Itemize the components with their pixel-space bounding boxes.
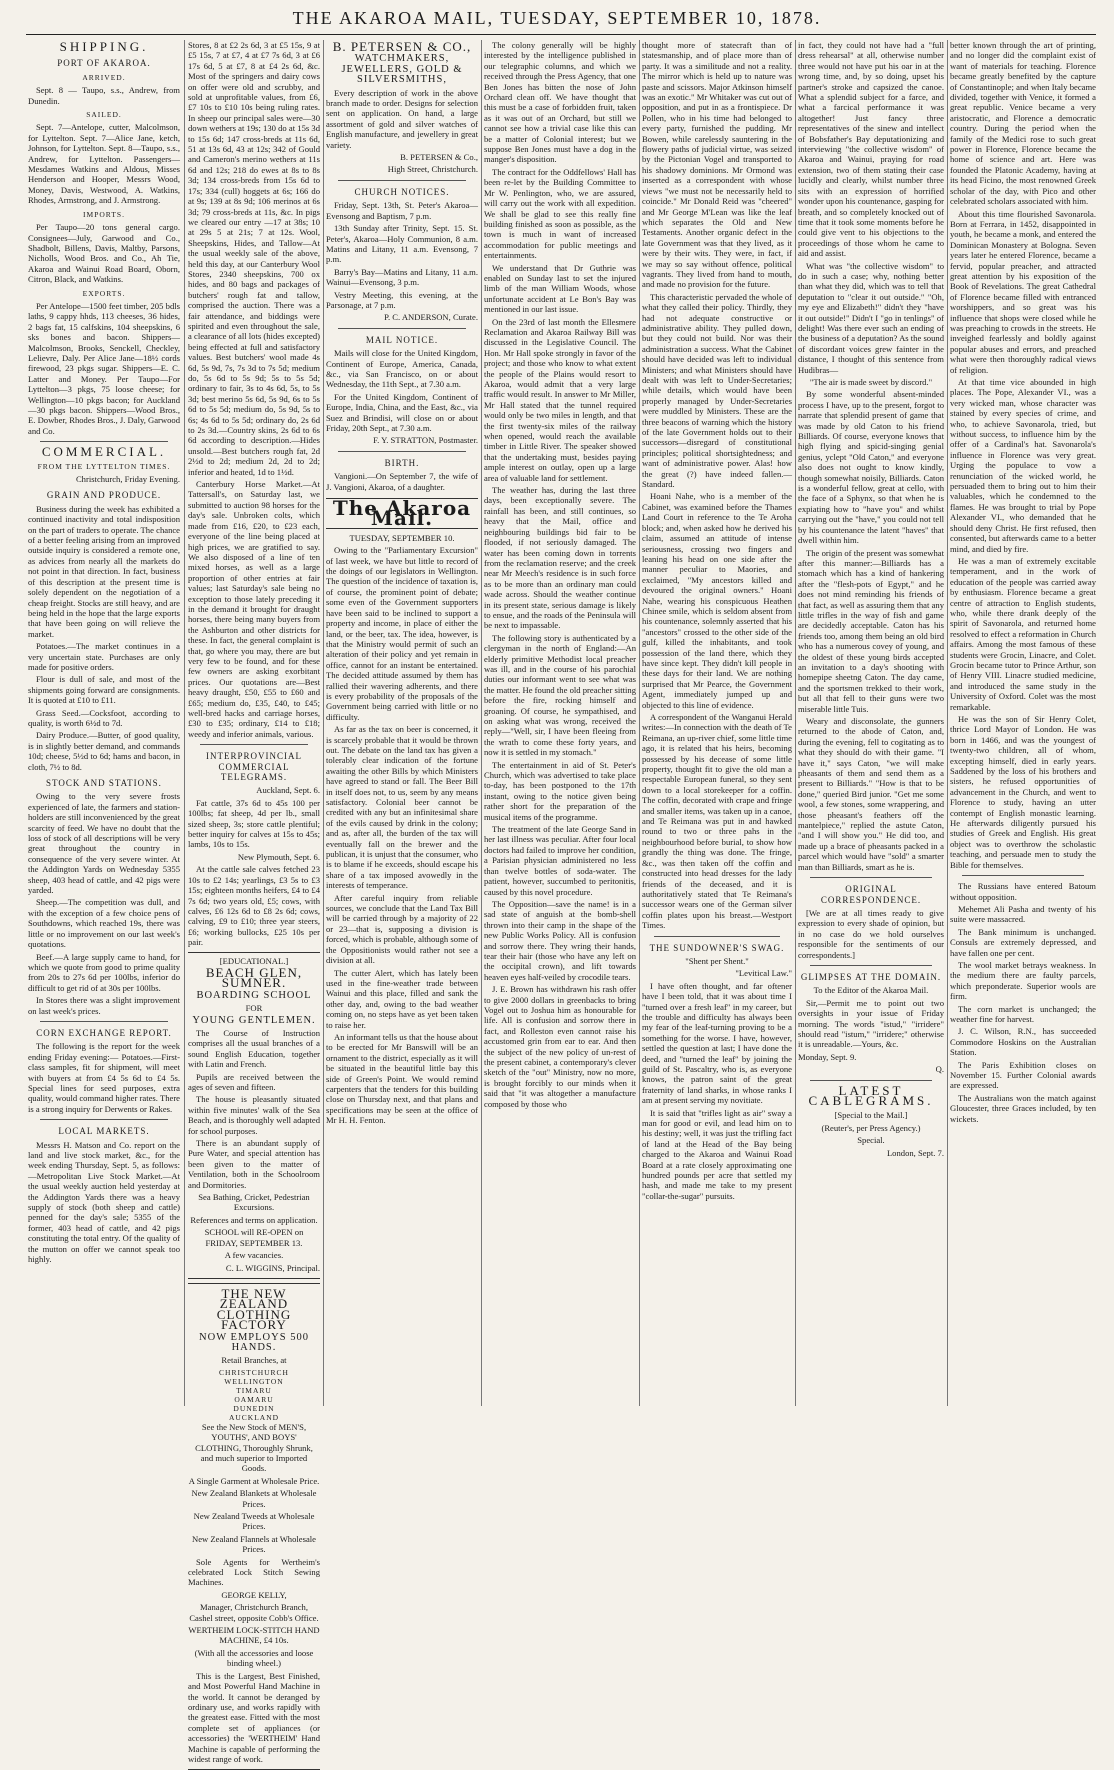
cable-item: The Australians won the match against Gloucester, three Graces included, by ten wickets. [950,1092,1096,1124]
correspondence-note: [We are at all times ready to give expression to every shade of opinion, but in no case do we hold ourselves responsible for the sentiments of our correspondents.] [798,907,944,960]
divider [200,744,308,745]
jeweller-trade: WATCHMAKERS, JEWELLERS, GOLD & SILVERSMITHS, [341,53,463,86]
auckland-text: Fat cattle, 37s 6d to 45s 100 per 100lbs; fat sheep, 4d per lb., small sized sheep, 3s; store cattle plentiful; better inquiry for calves at 15s to 45s; lambs, 10s to 15s. [188,797,320,850]
cablegrams-agency: (Reuter's, per Press Agency.) [821,1122,921,1133]
cablegrams-heading: LATEST CABLEGRAMS. [808,1082,934,1108]
lecture-text: About this time flourished Savonarola. Born at Ferrara, in 1452, disappointed in youth, he became a monk, and entered the Dominican Monastery at Bologna. Seven years later he entered Florence, became a fervid, popular preacher, and attracted great attention by his exposition of the Book of Revelations. The great Cathedral of Florence became filled with entranced worshippers, and so great was his influence that shops were closed while he was preaching to crowds in the streets. He inveighed fearlessly and boldly against popular abuses and errors, and preached what were then thoroughly radical views of religion. [950,208,1096,375]
stock-heading: STOCK AND STATIONS. [46,778,162,788]
church-notice: Vestry Meeting, this evening, at the Parsonage, at 7 p.m. [326,289,478,310]
stores-text: In Stores there was a slight improvement on last week's prices. [28,995,180,1016]
divider [654,936,780,937]
dateline: Christchurch, Friday Evening. [75,474,180,485]
local-markets-heading: LOCAL MARKETS. [58,1126,150,1137]
sundowner-text: I have often thought, and far oftener have I been told, that it was about time I "turned over a fresh leaf" in my career, but the trouble and difficulty has always been my fear of the leaf-turning proving to be a something for the worse. I have, however, settled the question at last; I have done the deed, and "turned the leaf" by joining the guild of St. Pascaltry, who is, as everyone knows, the patron saint of the great fraternity of land sharks, in whose ranks I am at present serving my novitiate. [642,980,792,1106]
divider [810,1080,932,1081]
machine-title: WERTHEIM LOCK-STITCH HAND MACHINE, £4 10s. [188,1625,320,1646]
plymouth-text: At the cattle sale calves fetched 23 10s to £2 14s; yearlings, £3 5s to £3 15s; eighteen months heifers, £4 to £4 7s 6d; two years old, £5; cows, with calves, £6 12s 6d to £8 2s 6d; cows, calving, £9 to £10; three year steers, £6; working bullocks, £25 10s per pair. [188,864,320,948]
arrived-text: Sept. 8 — Taupo, s.s., Andrew, from Dunedin. [28,85,180,106]
school-text: Pupils are received between the ages of seven and fifteen. [188,1071,320,1092]
factory-branches [188,1368,320,1422]
school-reopen: SCHOOL will RE-OPEN on FRIDAY, SEPTEMBER 13. [204,1227,304,1248]
grain-text: Business during the week has exhibited a continued inactivity and total indisposition on the part of traders to operate. The chance of a better feeling arising from an improved outside inquiry is considered a remote one, as advices from nearly all the markets do not point in that direction. In fact, business of this description at the present time is solely dependent on the negotiation of a cheap freight. Stocks are still heavy, and are being held in the hope that the large exports that have been going on will relieve the market. [28,503,180,639]
cable-item: The corn market is unchanged; the weather fine for harvest. [950,1003,1096,1024]
sailed-label: SAILED. [86,110,122,120]
flour-text: Flour is dull of sale, and most of the shipments going forward are consignments. It is quoted at £10 to £11. [28,674,180,706]
birth-heading: BIRTH. [384,457,420,468]
sundowner-text: What was "the collective wisdom" to do in such a case; why, nothing better than what they did, which was to tell that deputation to "clear it out outside." "Oh, my eye and Elizabeth!" didn't they "have it out outside!" Didn't I "go in tenlings" of delight! Was there ever such an ending of the business of a deputation? As the sound of discordant voices grew fainter in the distance, I thought of this sentence from Hudibras— [798,260,944,375]
to-editor: To the Editor of the Akaroa Mail. [813,985,929,996]
market-text: Stores, 8 at £2 2s 6d, 3 at £5 15s, 9 at £5 15s, 7 at £7, 4 at £7 7s 6d, 3 at £6 17s 6d, 5 at £7, 8 at £4 2s 6d, &c. Most of the springers and dairy cows on offer were old and scrubby, and sold at unprofitable values, from £6, £7 10s to £10 10s being ruling rates. In sheep our principal sales were—30 down wethers at 19s; 130 do at 15s 3d to 15s 6d; 147 cross-breds at 11s 6d, 51 at 13s 6d, 43 at 12s; 342 of Gould and Cameron's merino wethers at 11s 6d and 12s; 218 do ewes at 8s to 8s 3d; 134 cross-breds from 15s 6d to 17s; 334 (cull) hoggets at 6s; 166 do at 9s; 139 at 8s 9d; 106 merinos at 6s 3d; 79 cross-breds at 11s, &c. In pigs we cleared our entry —17 at 38s; 10 at 29s 5 at 21s; 7 at 12s. Wool, Sheepskins, Hides, and Tallow—At the usual weekly sale of the above, held this day, at our Canterbury Wool Stores, 2340 sheepskins, 700 ox hides, and 80 bags and packages of butchers' rough fat and tallow, comprised the auction. There was a fair attendance, and biddings were spirited and even throughout the sale, a clearance of all lots (hides excepted) being effected at full and satisfactory values. Best butchers' wool made 4s 6d, 5s 9d, 7s, 7s 3d to 7s 5d; medium do, 5s 6d to 5s 9d; 5s to 5s 5d; ordinary to fair, 3s to 4s 6d, 5s, to 5s 3d; best merino 5s 6d, 5s 9d, 6s to 5s 6d to 5s 5d; medium do, 5s 9d, 5s to 6s; 4s 6d to 5s 5d; ordinary do, 2s 6d to 2s 3d.—Country skins, 2s 6d to 6s 6d according to description.—Hides unsold.—Best butchers rough fat, 2d 2½d to 2d; medium 2d, 2d to 2d; inferior and heated, 1d to 1½d. [188,40,320,477]
column-divider [947,40,948,1406]
branch-name: DUNEDIN [233,1403,275,1413]
news-text: The following story is authenticated by a clergyman in the north of England:—An elderly primitive Methodist local preacher was ill, and in the course of his parochial duties our informant went to see what was the matter. He found the old preacher sitting before the fire, rocking himself and groaning. Of course, he sympathised, and on asking what was wrong, received the reply—"Well, sir, I have been fleeing from the wrath to come these forty years, and now it is settled in my stomach." [484,632,636,758]
machine-text: This is the Largest, Best Finished, and Most Powerful Hand Machine in the world. It cannot be deranged by ordinary use, and works rapidly with the greatest ease. Fitted with the most complete set of appliances (or accessories) the 'WERTHEIM' Hand Machine is capable of performing the widest range of work. [188,1670,320,1764]
cable-item: J. C. Wilson, R.N., has succeeded Commodore Hoskins on the Australian Station. [950,1026,1096,1058]
news-text: The treatment of the late George Sand in her last illness was peculiar. After four local doctors had failed to improve her condition, a Parisian physician administered no less than twelve bottles of soda-water. The patient, however, succumbed to peritonitis, caused by this novel procedure. [484,824,636,897]
leader-text: The cutter Alert, which has lately been used in the fine-weather trade between Wainui and this place, filled and sank the other day, and, owing to the bad weather coming on, no steps have as yet been taken to raise her. [326,967,478,1030]
stock-text: Owing to the very severe frosts experienced of late, the farmers and station-holders are still inconvenienced by the great scarcity of feed. We have no doubt that the loss of stock of all descriptions will be very great throughout the country in consequence of the very severe winter. At the Addington Yards on Wednesday 5355 sheep, 403 head of cattle, and 42 pigs were yarded. [28,791,180,896]
lecture-text: He was the son of Sir Henry Colet, thrice Lord Mayor of London. He was born in 1466, and was the youngest of twenty-two children, all of whom, excepting himself, died in early years. Saddened by the loss of his brothers and sisters, he refused opportunities of advancement in the Church, and went to Florence to study, having an utter contempt of English monastic learning. He afterwards diligently pursued his studies of Greek and English. His great object was to overthrow the scholastic teaching, and persuade men to study the Bible for themselves. [950,714,1096,870]
school-references: References and terms on application. [190,1214,318,1225]
sundowner-text: The origin of the present was somewhat after this manner:—Billiards has a stomach which has a kind of hankering after the "flesh-pots of Egypt," and he does not mind reminding his friends of that fact, as well as assuring them that any little trifles in the way of fish and game are decidedly acceptable. Caton has his friends too, among them being an old bird who has a numerous covey of young, and the oldest of these young birds accepted an invitation to a day's shooting with homepipe sheetng Caton. The day came, and the sportsmen trekked to their work, but all that fell to their guns were two miserable little Tuis. [798,547,944,714]
news-text: thought more of statecraft than of statesmanship, and of place more than of party. It was a similitude and not a reality. The mirror which is held up to nature was paste and scissors. Major Atkinson himself was an exotic." Mr Whitaker was cut out of opposition, and put in as a frontispiece. Dr Pollen, who in his time had belonged to every party, furnished the pudding. Mr Bowen, while carelessly sauntering in the flowery paths of judicial virtue, was seized by the Pictonian Vogel and transported to his shadowy dominions. Mr Ormond was inserted as a correspondent with whose views "we must not be necessarily held to coincide." Mr Donald Reid was "cheered" and Mr George M'Lean was like the leaf which separates the Old and New Testaments. Another organic defect in the late Government was that they lived, as it were by their wits. They were, in fact, if we may so say without offence, political vagrants. They lived from hand to mouth, and made no provision for the future. [642,40,792,290]
church-signature: P. C. ANDERSON, Curate. [384,312,478,323]
jeweller-text: Every description of work in the above branch made to order. Designs for selection sent on application. On hand, a large assortment of gold and silver watches of English manufacture, and jewellery in great variety. [326,87,478,150]
column-7 [950,40,1096,1406]
glimpses-heading: GLIMPSES AT THE DOMAIN. [800,971,942,982]
lecture-text: better known through the art of printing, and no longer did the complaint exist of want of materials for teaching. Florence became greatly benefited by the capture of Constantinople; and when Italy became divided, together with Venice, it formed a great republic. Venice became a very aristocratic, and Florence a democratic country. During the period when the family of the Medici rose to such great power in Florence, Florence became the home of science and art. Here was founded the Platonic Academy, having at its head Ficino, the most renowned Greek scholar of the day, with Pico and other celebrated scholars associated with him. [950,40,1096,207]
news-text: The contract for the Oddfellows' Hall has been re-let by the Building Committee to Mr W. Penlington, who, we are assured, will carry out the work with all expedition. We shall be glad to see this really fine building finished as soon as possible, as the town is much in want of increased accommodation for public meetings and entertainments. [484,166,636,261]
factory-offer: New Zealand Tweeds at Wholesale Prices. [193,1511,315,1532]
news-text: A correspondent of the Wanganui Herald writes:—In connection with the death of Te Reimana, an up-river chief, some little time ago, it is related that his heirs, becoming possessed by his decease of some little property, thought fit to give the old man a respectable European funeral, so they sent down to a local storekeeper for a coffin. The coffin, decorated with crape and fringe and smaller items, was taken up in a canoe, and Te Reimana was put in and hawked round to two or three pahs in the neighbourhood before burial, to show how grandly the thing was done. The fringe, &c., was then taken off the coffin and constructed into head dresses for the lady friends of the deceased, and it is authoritatively stated that Te Reimana's successor wears one of the German silver coffin plates upon his breast.—Westport Times. [642,712,792,931]
column-6 [798,40,944,1406]
church-notice: Friday, Sept. 13th, St. Peter's Akaroa—Evensong and Baptism, 7 p.m. [326,200,478,221]
letter-signature: Q. [935,1064,944,1075]
school-principal: C. L. WIGGINS, Principal. [225,1262,320,1273]
paper-title: The Akaroa Mail. [326,498,478,529]
divider [962,875,1084,876]
exports-label: EXPORTS. [82,288,126,298]
cable-item: The Paris Exhibition closes on November 15. Further Colonial awards are expressed. [950,1059,1096,1091]
divider [40,441,168,442]
masthead: THE AKAROA MAIL, TUESDAY, SEPTEMBER 10, 1878. [292,8,822,28]
potatoes-text: Potatoes.—The market continues in a very uncertain state. Purchases are only made for positive orders. [28,641,180,672]
column-divider [184,40,185,1406]
divider [40,1119,168,1120]
divider [338,451,466,452]
mail-signature: F. Y. STRATTON, Postmaster. [373,435,478,446]
commercial-heading: COMMERCIAL. [41,444,167,460]
grass-text: Grass Seed.—Cocksfoot, according to quality, is worth 6½d to 7d. [28,707,180,728]
factory-title: THE NEW ZEALAND CLOTHING FACTORY [216,1285,292,1333]
paper-date: TUESDAY, SEPTEMBER 10. [349,532,455,543]
horse-market-text: Canterbury Horse Market.—At Tattersall's, on Saturday last, we submitted to auction 98 horses for the day's sale. Unbroken colts, which made from £16, £20, to £23 each, everyone of the line being placed at high prices, we are gratified to say. We also disposed of a line of ten mixed horses, as well as a large proportion of other entries at fair values; last Saturday's sale being no exception to those lately preceding it in the demand it brought for draught horses, there being many buyers from the Ashburton and other districts for these. In fact, the general complaint is that, go where you may, there are but very few to be found, and for these few owners are asking exorbitant prices. Our quotations are—Best heavy draught, £50, £55 to £60 and £65; medium do, £35, £40, to £45; well-bred hacks and carriage horses, £30 to £35; ordinary, £14 to £18; weedy and inferior animals, various. [188,479,320,739]
column-5 [642,40,792,1406]
sheep-text: Sheep.—The competition was dull, and with the exception of a few choice pens of Southdowns, which reached 19s, there was little or no improvement on our last week's quotations. [28,897,180,950]
divider [40,1021,168,1022]
branch-name: AUCKLAND [228,1412,280,1422]
column-divider [481,40,482,1406]
branch-name: WELLINGTON [224,1376,284,1386]
sailed-text: Sept. 7—Antelope, cutter, Malcolmson, for Lyttelton. Sept. 7—Alice Jane, ketch, Johnson, for Lyttelton. Sept. 8—Taupo, s.s., Andrew, for Lyttelton. Passengers—Mesdames Watkins and Aldous, Misses Henderson and Hooper, Messrs Wood, Money, Davis, Westwood, A. Watkins, Rhodes, Armstrong, and J. Armstrong. [28,122,180,206]
sundowner-text: Weary and disconsolate, the gunners returned to the abode of Caton, and, during the evening, fell to cogitating as to what they should do with their game. "I have it," says Caton, "we will make pheasants of them and send them as a present to Billiards." "How is that to be done," queried Bird junior. "Get me some wool, a few stones, some wrappering, and those pheasant's feathers off the mantelpiece," replied the astute Caton, "and I will show you." He did too, and made up a brace of pheasants packed in a parcel which would have "sold" a smarter man than Billiards, smart as he is. [798,716,944,872]
sundowner-text: It is said that "trifles light as air" sway a man for good or evil, and lead him on to his destiny; well, it was just the trifling fact of land at the Head of the Bay being charged to the Akaroa and Wainui Road Board at a rate closely approximating one hundred pounds per acre that settled my hash, and made me take to my present "collar-the-sugar" pursuits. [642,1107,792,1201]
sundowner-heading: THE SUNDOWNER'S SWAG. [649,942,785,953]
leader-text: Owing to the "Parliamentary Excursion" of last week, we have but little to record of the doings of our legislators in Wellington. The question of the incidence of taxation is, of course, the prominent point of debate; some even of the Government supporters have been said to be inclined to support a property and income, in place of either the land, or the beer, tax. The idea, however, is that the Ministry would permit of such an alteration of their policy and yet remain in office, cannot for an instant be entertained. The decided attitude assumed by them has rallied their wavering adherents, and there is every probability of the proposals of the Government being carried with little or no difficulty. [326,545,478,722]
factory-branches-label: Retail Branches, at [221,1355,287,1366]
factory-employs: NOW EMPLOYS 500 HANDS. [199,1331,309,1353]
birth-text: Vangioni.—On September 7, the wife of J. Vangioni, Akaroa, of a daughter. [326,471,478,492]
school-extras: Sea Bathing, Cricket, Pedestrian Excursions. [198,1192,310,1213]
school-for: FOR [245,1003,263,1014]
mail-notice: Mails will close for the United Kingdom, Continent of Europe, America, Canada, &c., via San Francisco, on or about Wednesday, the 11th Sept., at 7.30 a.m. [326,348,478,390]
sundowner-text: By some wonderful absent-minded process I have, up to the present, forgot to narrate that splendid present of game that was made by old Caton to his friend Billiards. Of course, everyone knows that high flying and spicid-singing genial genius, yclept "Old Caton," and everyone also does not ought to know kindly, though somewhat noisily, Billiards. Caton is a wonderful fellow, great at cello, with the face of a Sphynx, so that when he is expiating how to "have you" and whilst carrying out the "have," you could not tell by his countenance the latent "haves" that dwell within him. [798,389,944,546]
cablegrams-special: [Special to the Mail.] [834,1110,908,1121]
local-markets-text: Messrs H. Matson and Co. report on the land and live stock market, &c., for the week ending Thursday, Sept. 5, as follows:—Metropolitan Live Stock Market.—At the usual weekly auction held yesterday at the Addington Yards there was a heavy supply of stock (both sheep and cattle) penned for the day's sale; 5355 of the former, 403 head of cattle, and 42 pigs constituting the total entry. Of the quality of the mutton on offer we cannot speak too highly. [28,1139,180,1265]
machine-subtitle: (With all the accessories and loose binding wheel.) [194,1647,314,1669]
column-divider [323,40,324,1406]
divider [810,965,932,966]
school-vacancies: A few vacancies. [224,1250,284,1261]
school-name: BEACH GLEN, SUMNER. [205,964,303,991]
arrived-label: ARRIVED. [82,72,126,82]
column-divider [639,40,640,1406]
dateline: New Plymouth, Sept. 6. [237,851,320,862]
sundowner-text: in fact, they could not have had a "full dress rehearsal" at all, otherwise number three would not have put his oar in at the wrong time, and, by so doing, upset his partner's stroke and capsized the canoe. What a splendid subject for a farce, and what a farcical performance it was altogether! Just fancy three representatives of the sinew and intellect of Bobsfather's Bay deputationizing and interviewing "the collective wisdom" of Akaroa and Wainui, praying for road extension, two of them stating their case lucidly and clearly, whilst number three sits with an expression of horrified wonder upon his countenance, gasping for breath, and so completely knocked out of time that it took some moments before he could give vent to his objections to the proceedings of those whom he came to aid and assist. [798,40,944,259]
divider [338,180,466,181]
factory-offer: New Zealand Flannels at Wholesale Prices. [192,1533,316,1555]
news-text: Hoani Nahe, who is a member of the Cabinet, was examined before the Thames Land Court in reference to the Te Aroha block; and, when asked how he derived his claim, assumed an attitude of intense seriousness, crossing two fingers and leaning his head on one side after the manner peculiar to Maories, and exclaimed, "My ancestors killed and devoured the original owners." Hoani Nahe, wearing his conspicuous Heathen Chinee smile, which is seldom absent from his countenance, solemnly asserted that his "ancestors" crossed to the other side of the gulf, killed the inhabitants, and took possession of the land there, which they have since kept. They didn't kill people in these days for their land. We are nothing surprised that Mr Pearce, the Government Agent, immediately jumped up and objected to this line of evidence. [642,491,792,710]
cable-item: The Bank minimum is unchanged. Consuls are extremely depressed, and have fallen one per cent. [950,926,1096,958]
news-text: On the 23rd of last month the Ellesmere Reclamation and Akaroa Railway Bill was discussed in the Legislative Council. The Hon. Mr Hall spoke strongly in favor of the project; and those who know to what extent the people of the Plains would resort to Akaroa, would admit that a very large traffic would result. In answer to Mr Miller, Mr Hall stated that the tunnel required would only be two miles in length, and that the first twenty-six miles of the railway when opened, would reach the available timber in Little River. The speaker showed that the undertaking must, besides paying ample interest on outlay, open up a large area of valuable land for settlement. [484,316,636,483]
sundowner-subtitle: "Levitical Law." [735,968,792,979]
news-text: The Opposition—save the name! is in a sad state of anguish at the bomb-shell thrown into their camp in the shape of the new Public Works Policy. All is confusion and sorrow there. They wring their hands, tear their hair (those who have any left on the occipital crown), and lift towards heaven eyes half-veiled by crocodile tears. [484,898,636,982]
top-rule [26,34,1096,35]
branch-name: CHRISTCHURCH [219,1367,289,1377]
cable-item: The wool market betrays weakness. In the medium there are faulty parcels, which preponderate. Superior wools are firm. [950,959,1096,1002]
lecture-text: He was a man of extremely excitable temperament, and in the work of education of the people was carried away by enthusiasm. Florence became a great centre of attraction to English students, who, while there drank deeply of the spirit of Savonarola, and returned home resolved to effect a reformation in Church affairs. Among the most famous of these students were Grocin, Linacre, and Colet. Grocin became tutor to Prince Arthur, son of Henry VIII. Linacre studied medicine, and introduced the same study in the University of Oxford. Colet was the most remarkable. [950,555,1096,712]
factory-offer: A Single Garment at Wholesale Price. [188,1475,320,1486]
news-text: The weather has, during the last three days, been exceptionally severe. The rainfall has been, and still continues, so heavy that the Mail, office and neighbouring buildings bid fair to be flooded, if not seriously damaged. The water has been coming down in torrents from the reclamation reserve; and the creek near Mr Meech's residence is in such force as to be more than an ordinary man could wade across. Should the weather continue in its present state, serious damage is likely to ensue, and the roads of the Peninsula will be next to impassable. [484,485,636,631]
school-advertisement [188,952,320,1279]
divider [810,877,932,878]
church-notice: 13th Sunday after Trinity, Sept. 15. St. Peter's, Akaroa—Holy Communion, 8 a.m. Matins and Litany, 11 a.m. Evensong, 7 p.m. [326,223,478,265]
cable-item: Mehemet Ali Pasha and twenty of his suite were massacred. [950,903,1096,925]
beef-text: Beef.—A large supply came to hand, for which we quote from good to prime quality from 20s to 27s 6d per 100lbs, inferior do difficult to get rid of at 30s per 100lbs. [28,951,180,993]
interprovincial-heading: INTERPROVINCIAL COMMERCIAL TELEGRAMS. [206,751,302,783]
corn-heading: CORN EXCHANGE REPORT. [36,1027,172,1038]
news-text: This characteristic pervaded the whole of what they called their policy. Thirdly, they had not adequate constructive or administrative ability. They pulled down, but they could not build. Nor was their administration a success. What the Cabinet should have decided was left to individual Ministers; and what Ministers should have dealt with was left to Under-Secretaries; while details, which would have been properly managed by Under-Secretaries were muddled by Ministers. These are the three beacons of warning which the history of the late Government holds out to their successors—disregard of constitutional principles; political shortsightedness; and want of administrative power. Alas! how the great (?) have indeed fallen.—Standard. [642,291,792,490]
exports-text: Per Antelope—1500 feet timber, 205 bdls laths, 9 cappy hhds, 113 cheeses, 36 hides, 2 bags fat, 15 calfskins, 104 sheepskins, 6 sks bones and bacon. Shippers—Malcolmson, Brooks, Senckell, Checkley, Lelievre, Daly. Per Alice Jane—18½ cords firewood, 23 pkgs sugar. Shippers—E. C. Latter and Money. Per Taupo—For Lyttelton—3 pkgs, 75 loose cheese; for Wellington—10 pkgs bacon; for Auckland—30 pkgs bacon. Shippers—Wood Bros., E. Dowber, Rhodes Bros., J. Daly, Garwood and Co. [28,300,180,436]
ad-label: [EDUCATIONAL.] [219,955,289,966]
quotation: "The air is made sweet by discord." [809,377,933,387]
school-text: The Course of Instruction comprises all the usual branches of a sound English Education, together with Latin and French. [188,1027,320,1070]
divider [338,328,466,329]
dairy-text: Dairy Produce.—Butter, of good quality, is in slightly better demand, and commands 10d; cheese, 5½d to 6d; hams and bacon, in cloth, 7½ to 8d. [28,730,180,772]
imports-label: IMPORTS. [83,209,125,219]
grain-heading: GRAIN AND PRODUCE. [46,490,162,501]
cable-item: The Russians have entered Batoum without opposition. [950,881,1096,902]
church-notices-heading: CHURCH NOTICES. [354,186,450,197]
mail-notice: For the United Kingdom, Continent of Europe, India, China, and the East, &c., via Suez and Brindisi, will close on or about Friday, 20th Sept., at 7.30 a.m. [326,391,478,433]
column-3 [326,40,478,1406]
letter-date: Monday, Sept. 9. [798,1051,857,1062]
mail-notice-heading: MAIL NOTICE. [365,334,439,345]
cablegrams-special-label: Special. [857,1135,885,1146]
letter-text: Sir,—Permit me to point out two oversights in your issue of Friday morning. The words "istud," "irridere" should read "istum," "irridere;" otherwise it is unreadable.—Yours, &c. [798,997,944,1050]
column-divider [795,40,796,1406]
news-text: The colony generally will be highly interested by the intelligence published in our telegraphic columns, and which we received through the Press Agency, that one Ben Jones has bitten the nose of John Orchard clean off. We have thought that this must be a case of forbidden fruit, taken as it was out of an Orchard, but still we cannot see how a trivial case like this can be a matter of Colonial interest; but we suppose Ben Jones must have a dog in the manger's disposition. [484,40,636,165]
branch-name: OAMARU [234,1394,274,1404]
leader-text: An informant tells us that the house about to be erected for Mr Banswill will be an ornament to the district, especially as it will be situated in the beautiful little bay this side of Green's Point. We would remind carpenters that the tenders for this building close on Thursday next, and that plans and specifications may be seen at the office of Mr H. H. Fenton. [326,1031,478,1126]
branch-name: TIMARU [236,1385,272,1395]
column-4 [484,40,636,1406]
school-type: BOARDING SCHOOL [196,989,312,1001]
school-text: The house is pleasantly situated within five minutes' walk of the Sea Beach, and is thoroughly well adapted for school purposes. [188,1094,320,1136]
manager-name: GEORGE KELLY, [221,1589,287,1600]
news-text: We understand that Dr Guthrie was enabled on Sunday last to set the injured limb of the man William Woods, whose unfortunate accident at Le Bon's Bay was mentioned in our last issue. [484,262,636,315]
cablegrams-date: London, Sept. 7. [886,1147,944,1158]
corn-text: The following is the report for the week ending Friday evening:— Potatoes.—First-class samples, fit for shipment, will meet with buyers at from £4 5s 6d to £4 5s. Special lines for seed purposes, extra quality, would command higher rates. There is a strong inquiry for Derwents or Rakes. [28,1041,180,1114]
column-2 [188,40,320,1764]
factory-offer: New Zealand Blankets at Wholesale Prices. [191,1488,317,1509]
correspondence-heading: ORIGINAL CORRESPONDENCE. [820,884,922,905]
factory-agents: Sole Agents for Wertheim's celebrated Lock Stitch Sewing Machines. [188,1556,320,1588]
jeweller-name: B. PETERSEN & CO., [332,39,472,54]
shipping-heading: SHIPPING. [59,39,149,54]
sundowner-motto: "Shent per Shent." [685,955,749,966]
leader-text: As far as the tax on beer is concerned, it is scarcely probable that it would be thrown out. The debate on the land tax has given a tolerably clear indication of the fortune awaiting the other Bills by which Ministers have agreed to stand or fall. The Beer Bill in itself does not, to us, seem by any means satisfactory. Colonial beer cannot be credited with any but an infinitesimal share of the evils caused by drink in the colony; and as, after all, the burden of the tax will eventually fall on the brewer and the publican, it is unjust that the consumer, who is to blame if he exceeds, should escape his share of a tax imposed avowedly in the interests of temperance. [326,724,478,891]
school-audience: YOUNG GENTLEMEN. [192,1014,316,1026]
news-text: The entertainment in aid of St. Peter's Church, which was advertised to take place to-day, has been postponed to the 17th instant, owing to the notice given being rather short for the preparation of the musical items of the programme. [484,759,636,822]
news-text: J. E. Brown has withdrawn his rash offer to give 2000 dollars in greenbacks to bring Vogel out to Joshua him as honourable for life. All is confusion and sorrow there in fact, and Rolleston even cannot raise his accustomed grin from ear to ear. And then the subject of the new policy of un-rest of the present cabinet, a contemporary's clever sketch of the "out" Ministry, now no more, is brought forcibly to our minds when it said that "it was altogether a manufacture composed by those who [484,984,636,1109]
jeweller-address: High Street, Christchurch. [387,164,478,175]
manager-title: Manager, Christchurch Branch, Cashel street, opposite Cobb's Office. [189,1602,319,1623]
jeweller-signature: B. PETERSEN & Co., [400,152,478,163]
column-1 [28,40,180,1406]
factory-stock: See the New Stock of MEN'S, YOUTHS', AND BOYS' CLOTHING, Thoroughly Shrunk, and much superior to Imported Goods. [195,1421,313,1474]
church-notice: Barry's Bay—Matins and Litany, 11 a.m. Wainui—Evensong, 3 p.m. [326,266,478,288]
lecture-text: At that time vice abounded in high places. The Pope, Alexander VI., was a very wicked man, whose character was stained by every species of crime, and who, to achieve Savonarola, tried, but without success, to influence him by the offer of a Cardinal's hat. Savonarola's influence in Florence was very great. Urging the populace to vow a renunciation of the wicked world, he persuaded them to bring out to him their valuables, which he condemned to the flames. He was brought to trial by Pope Alexander VI., who demanded that he should deny Christ. He first refused, then consented, but afterwards came to a better mind, and died by fire. [950,377,1096,554]
clothing-factory-advertisement [188,1283,320,1770]
imports-text: Per Taupo—20 tons general cargo. Consignees—July, Garwood and Co., Shadbolt, Billens, Davis, Maltby, Parsons, Nicholls, Wood Bros. and Co., Ah Tie, Akaroa and Wainui Road Board, Oborn, Citron, Black, and Watkins. [28,222,180,285]
source-label: FROM THE LYTTELTON TIMES. [37,461,171,471]
leader-text: After careful inquiry from reliable sources, we conclude that the Land Tax Bill will be carried through by a majority of 22 or 23—that is, supposing a division is forced, which is probable, although some of the Oppositionists would rather not see a division at all. [326,892,478,966]
port-heading: PORT OF AKAROA. [57,58,151,69]
dateline: Auckland, Sept. 6. [256,785,320,796]
school-text: There is an abundant supply of Pure Water, and special attention has been given to the matter of Ventilation, both in the Schoolroom and Dormitories. [188,1138,320,1190]
